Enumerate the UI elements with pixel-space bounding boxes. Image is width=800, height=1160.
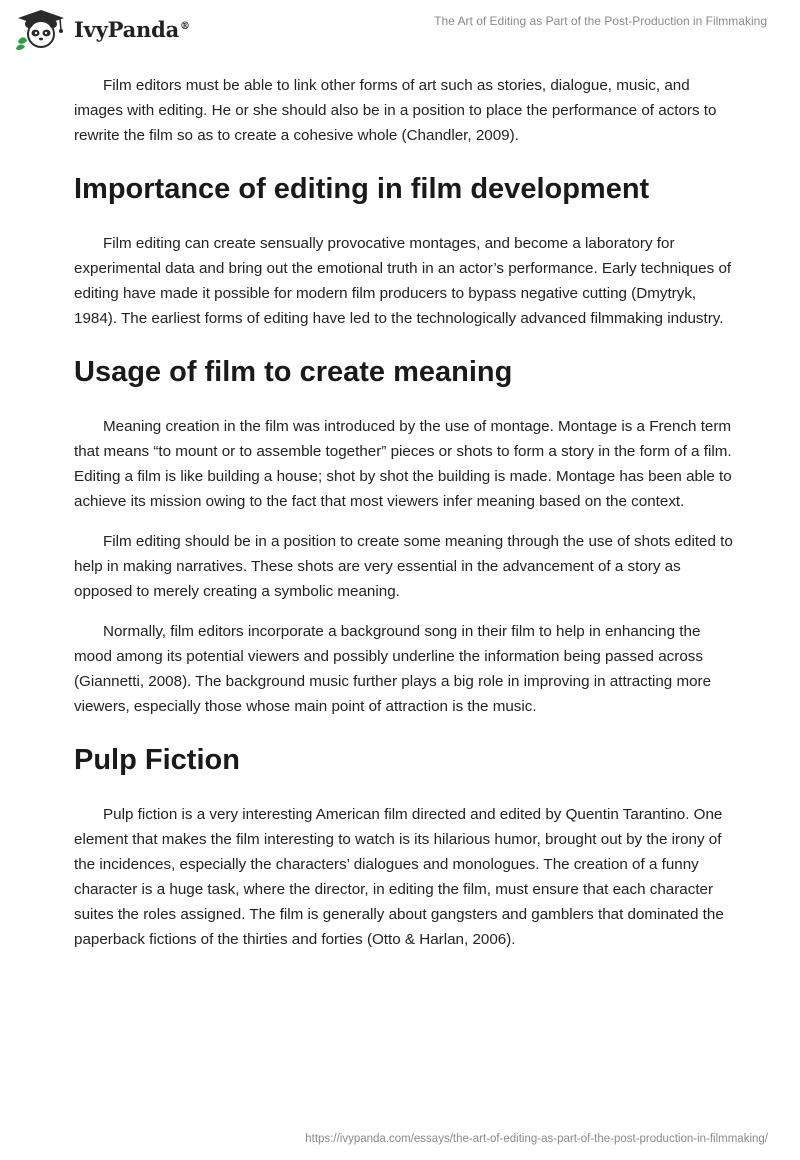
source-url[interactable]: https://ivypanda.com/essays/the-art-of-editing-as-part-of-the-post-production-in-filmmaking/ — [305, 1133, 768, 1145]
document-title: The Art of Editing as Part of the Post-Production in Filmmaking — [434, 14, 767, 28]
logo-wordmark — [74, 17, 190, 42]
page-header — [0, 0, 800, 60]
ivypanda-logo[interactable] — [14, 8, 190, 50]
panda-graduate-icon — [14, 8, 68, 50]
paragraph: Pulp fiction is a very interesting American film directed and edited by Quentin Tarantino. One element that makes the film interesting to watch is its hilarious humor, brought out by the irony of the incidences, especially the characters’ dialogues and monologues. The creation of a funny character is a huge task, where the director, in editing the film, must ensure that each character suites the roles assigned. The film is generally about gangsters and gamblers that dominated the paperback fictions of the thirties and forties (Otto & Harlan, 2006). — [74, 806, 724, 948]
paragraph: Meaning creation in the film was introduced by the use of montage. Montage is a French term that means “to mount or to assemble together” pieces or shots to form a story in the form of a film. Editing a film is like building a house; shot by shot the building is made. Montage has been able to achieve its mission owing to the fact that most viewers infer meaning based on the context. — [74, 418, 732, 510]
logo-text: IvyPanda — [74, 16, 180, 42]
registered-mark: ® — [180, 20, 190, 32]
paragraph: Film editors must be able to link other forms of art such as stories, dialogue, music, and images with editing. He or she should also be in a position to place the performance of actors to rewrite the film so as to create a cohesive whole (Chandler, 2009). — [74, 77, 717, 144]
section-heading: Importance of editing in film development — [74, 173, 650, 205]
paragraph: Film editing should be in a position to create some meaning through the use of shots edited to help in making narratives. These shots are very essential in the advancement of a story as opposed to merely creating a symbolic meaning. — [74, 533, 733, 600]
section-heading: Usage of film to create meaning — [74, 356, 513, 388]
paragraph: Film editing can create sensually provocative montages, and become a laboratory for experimental data and bring out the emotional truth in an actor’s performance. Early techniques of editing have made it possible for modern film producers to bypass negative cutting (Dmytryk, 1984). The earliest forms of editing have led to the technologically advanced filmmaking industry. — [74, 235, 732, 327]
paragraph: Normally, film editors incorporate a background song in their film to help in enhancing the mood among its potential viewers and possibly underline the information being passed across (Giannetti, 2008). The background music further plays a big role in improving in attracting more viewers, especially those whose main point of attraction is the music. — [74, 623, 712, 715]
essay-content — [74, 73, 734, 967]
section-heading: Pulp Fiction — [74, 744, 240, 776]
